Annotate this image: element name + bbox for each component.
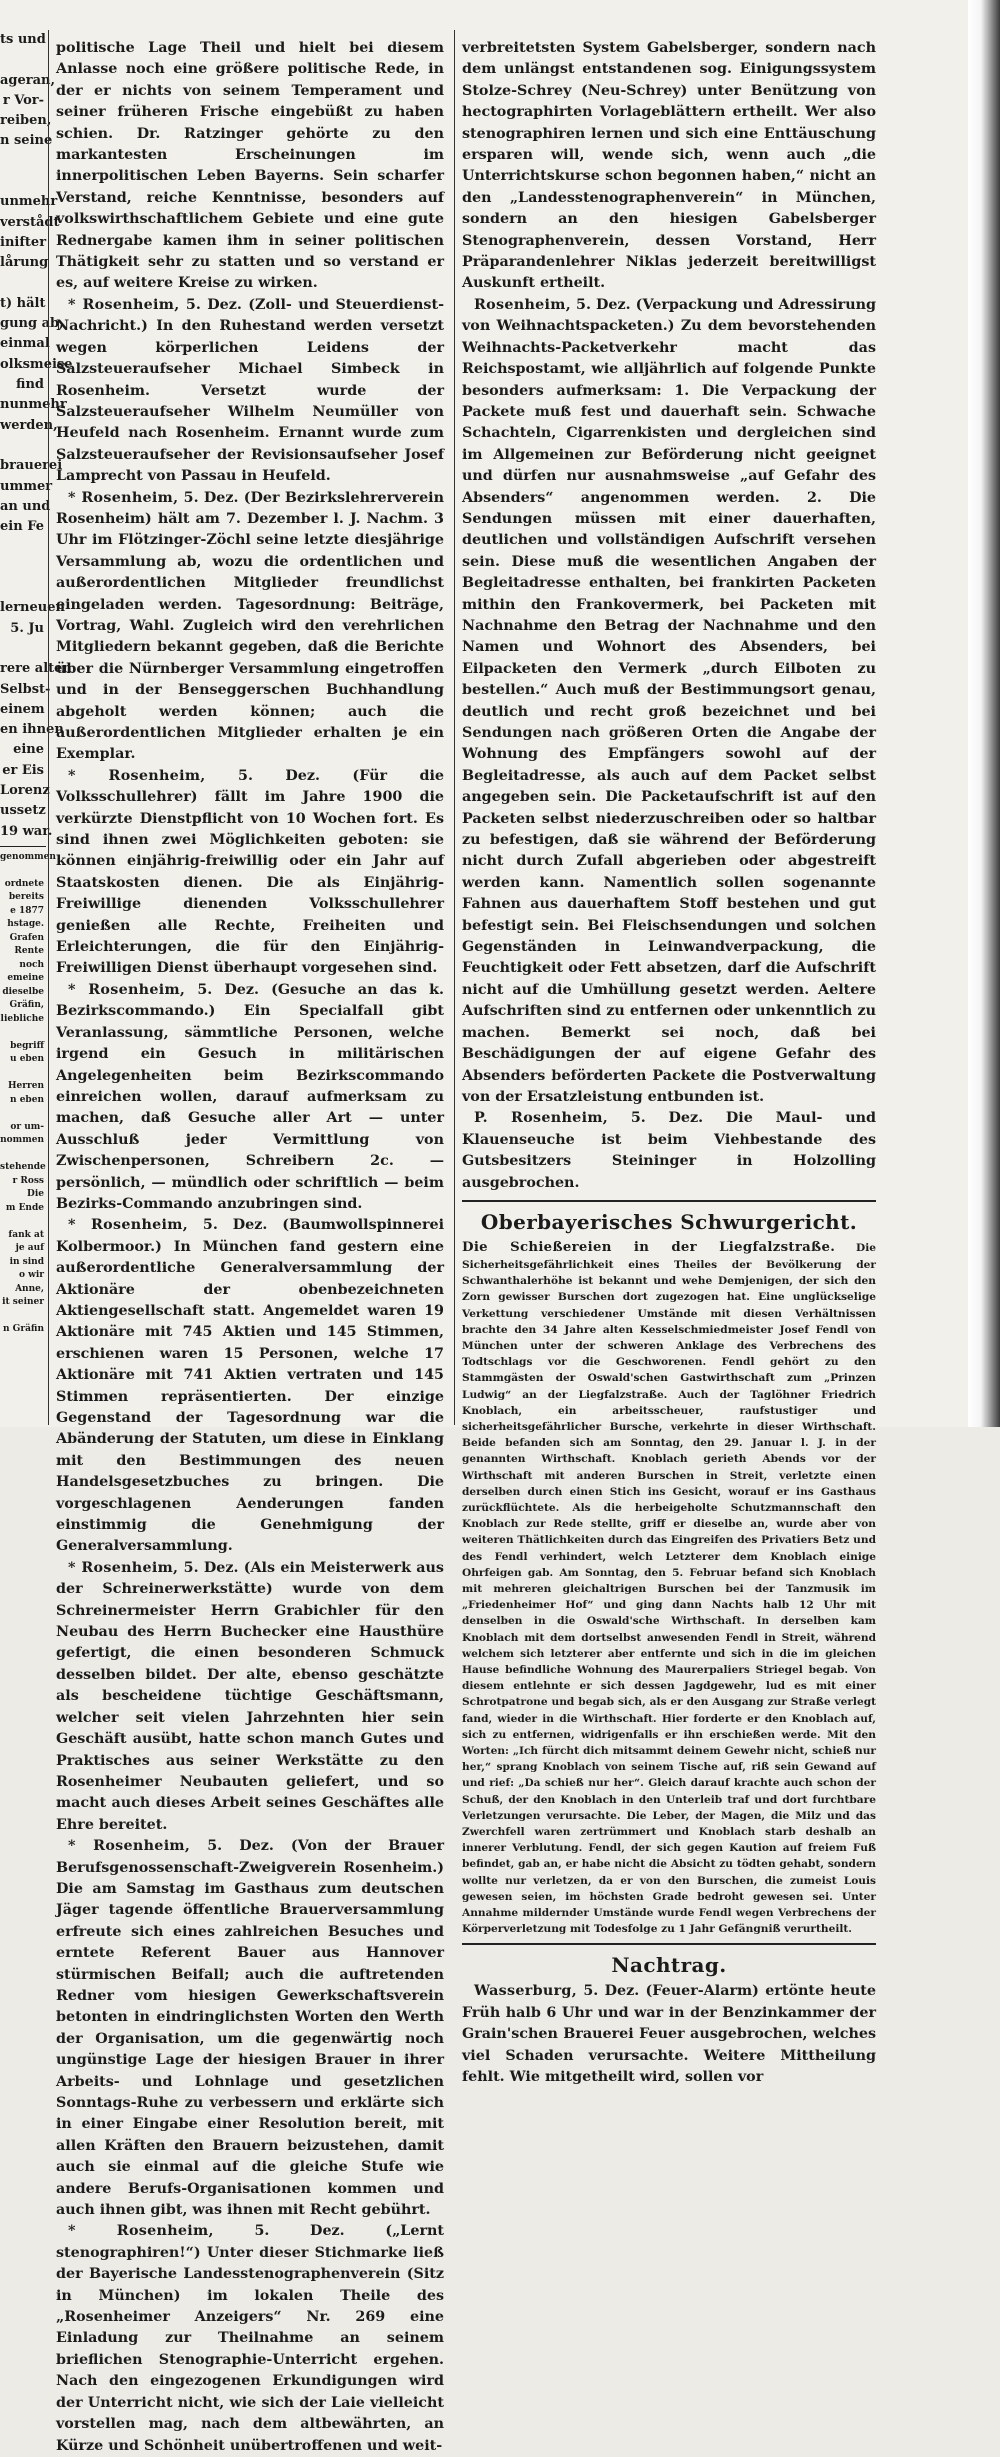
intro-text: politische Lage Theil und hielt bei diesem Anlasse noch eine größere politische Rede, in der er nichts von seinem Temperament und seiner früheren Frische eingebüßt zu haben schien. Dr. Ratzinger gehörte zu den markantesten Erscheinungen im innerpolitischen Leben Bayerns. Sein scharfer Verstand, reiche Kenntnisse, besonders auf volkswirthschaftlichem Gebiete und eine gute Rednergabe kamen ihm in seiner politischen Thätigkeit sehr zu statten und so verstand er es, auf weitere Kreise zu wirken. xyxy=(56,40,444,292)
left-fragment-small xyxy=(0,1107,46,1121)
left-fragment xyxy=(0,558,46,578)
left-fragment: Lorenz xyxy=(0,782,50,798)
left-fragment: verstådt xyxy=(0,214,60,230)
left-fragment: lårung xyxy=(0,255,49,271)
left-fragment-small: Rente xyxy=(14,946,44,957)
left-fragment-small: emeine xyxy=(7,973,44,984)
article-dateline: * Rosenheim, xyxy=(68,767,206,784)
left-fragment-small: genommen xyxy=(0,851,56,862)
article-topic: 5. Dez. (Baumwollspinnerei Kolbermoor.) xyxy=(56,1217,445,1255)
article-body: Unter dieser Stichmarke ließ der Bayerische Landesstenographenverein (Sitz in München) im lokalen Theile des „Rosenheimer Anzeigers“ Nr. 269 eine Einladung zur Theilnahme an seinem brieflichen Stenographie-Unterricht ergehen. Nach den eingezogenen Erkundigungen wird der Unterricht nicht, wie sich der Laie vielleicht vorstellen mag, nach dem altbewährten, an Kürze und Schönheit unübertroffenen und weit- xyxy=(56,2244,445,2454)
section-title: Oberbayerisches Schwurgericht. xyxy=(480,1209,858,1234)
left-fragment: werden, xyxy=(0,417,58,433)
page-edge-shadow xyxy=(968,0,1000,1427)
left-fragment: ein Fe xyxy=(0,519,44,535)
left-fragment-small: Gräfin, xyxy=(9,1000,44,1011)
left-fragment xyxy=(0,537,46,557)
court-report-subtitle: Die Schießereien in der Liegfalzstraße. xyxy=(462,1239,836,1255)
article-dateline: P. Rosenheim, xyxy=(474,1110,609,1127)
left-fragment-small: je auf xyxy=(15,1243,44,1254)
article-dateline: * Rosenheim, xyxy=(68,1559,179,1576)
article-dateline: * Rosenheim, xyxy=(68,981,186,998)
left-fragment-small: in sind xyxy=(9,1256,44,1267)
column-rule-right xyxy=(454,30,455,1425)
article-dateline: * Rosenheim, xyxy=(68,1838,191,1855)
article-dateline: * Rosenheim, xyxy=(68,296,180,313)
left-fragment xyxy=(0,274,46,294)
article-topic: 5. Dez. (Verpackung und Adressirung von Weihnachtspacketen.) xyxy=(462,296,876,335)
left-fragment-small: bereits xyxy=(8,892,44,903)
news-article xyxy=(56,295,444,488)
left-fragment-small xyxy=(0,1067,46,1081)
article-topic: 5. Dez. (Als ein Meisterwerk aus der Schreinerwerkstätte) xyxy=(56,1559,444,1598)
left-fragment xyxy=(0,152,46,172)
left-fragment-small: it seiner xyxy=(2,1297,44,1308)
left-fragment: find xyxy=(16,377,44,393)
left-fragment-small: n Gräfin xyxy=(2,1324,44,1335)
nachtrag-title: Nachtrag. xyxy=(611,1953,727,1978)
left-fragment xyxy=(0,639,46,659)
left-fragment: r Vor- xyxy=(2,92,44,108)
article-body: fällt im Jahre 1900 die verkürzte Dienstpflicht von 10 Wochen fort. Es sind ihnen zwei Möglichkeiten geboten: sie können einjährig-freiwillig oder ein Jahr auf Staatskosten dienen. Die als Einjährig-Freiwillige dienenden Volksschullehrer genießen alle Rechte, Freiheiten und Erleichterungen, die für den Einjährig-Freiwilligen Dienst überhaupt vorgesehen sind. xyxy=(56,789,444,977)
left-fragment-small: e 1877 xyxy=(10,905,44,916)
left-fragment: eine xyxy=(13,742,44,758)
left-fragment-small: u eben xyxy=(10,1054,44,1065)
left-fragment-small: Grafen xyxy=(9,932,44,943)
left-fragment: an und xyxy=(0,498,51,514)
left-fragment: n seine xyxy=(0,133,53,149)
left-divider xyxy=(0,846,46,847)
left-fragment-small: Herren xyxy=(8,1081,44,1092)
left-fragment-small: Die xyxy=(27,1189,44,1200)
left-fragment xyxy=(0,578,46,598)
article-body: In den Ruhestand werden versetzt wegen körperlichen Leidens der Salzsteueraufseher Michael Simbeck in Rosenheim. Versetzt wurde der Salzsteueraufseher Wilhelm Neumüller von Heufeld nach Rosenheim. Ernannt wurde zum Salzsteueraufseher der Revisionsaufseher Josef Lamprecht von Passau in Heufeld. xyxy=(56,318,444,485)
article-dateline: * Rosenheim, xyxy=(68,2223,214,2240)
article-topic: 5. Dez. (Für die Volksschullehrer) xyxy=(56,767,445,806)
left-fragment: nunmehr xyxy=(0,397,67,413)
left-fragment-small: or um- xyxy=(10,1121,44,1132)
left-fragment-small: r Ross xyxy=(12,1175,44,1186)
left-fragment: ageran, xyxy=(0,72,56,88)
left-cut-column xyxy=(0,30,73,1410)
news-article xyxy=(56,1215,444,1558)
news-article xyxy=(462,1108,876,1194)
left-fragment-small: hstage. xyxy=(7,919,44,930)
left-fragment: 5. Ju xyxy=(10,620,44,636)
news-article xyxy=(56,1558,444,1836)
news-article xyxy=(56,1836,444,2221)
left-fragment-small: n eben xyxy=(10,1094,44,1105)
left-fragment-small: fank at xyxy=(8,1229,44,1240)
left-fragment: einem xyxy=(0,701,45,717)
left-fragment: unmehr xyxy=(0,194,58,210)
news-article xyxy=(56,766,444,980)
left-fragment-small: o wir xyxy=(18,1270,44,1281)
news-article xyxy=(56,488,444,766)
left-fragment-small: stehende xyxy=(0,1162,46,1173)
article-topic: 5. Dez. („Lernt stenographiren!“) xyxy=(56,2223,444,2261)
article-body: Die am Samstag im Gasthaus zum deutschen Jäger tagende öffentliche Brauerversammlung erfreute sich eines zahlreichen Besuches und erntete Referent Bauer aus Hannover stürmischen Beifall; auch die auftretenden Redner vom hiesigen Gewerkschaftsverein betonten in eindringlichsten Worten den Werth der Organisation, um die gegenwärtig noch ungünstige Lage der hiesigen Brauer in ihrer Arbeits- und Lohnlage und gesetzlichen Sonntags-Ruhe zu verbessern und erklärte sich in einer Eingabe einer Resolution bereit, mit allen Kräften den Brauern beizustehen, damit auch sie einmal auf die gleiche Stufe wie andere Berufs-Organisationen kommen und auch ihnen gibt, was ihnen mit Recht gebührt. xyxy=(56,1880,444,2219)
article-body: Ein Specialfall gibt Veranlassung, sämmtliche Personen, welche irgend ein Gesuch in militärischen Angelegenheiten beim Bezirkscommando einreichen wollen, darauf aufmerksam zu machen, daß Gesuche aller Art — unter Ausschluß jeder Vermittlung von Zwischenpersonen, Schreibern 2c. — persönlich, — mündlich oder schriftlich — beim Bezirks-Commando anzubringen sind. xyxy=(56,1003,444,1212)
section-divider xyxy=(462,1200,876,1202)
left-fragment-small: Anne, xyxy=(15,1283,44,1294)
left-fragment: er Eis xyxy=(2,762,44,778)
court-report-body: Die Sicherheitsgefährlichkeit eines Theiles der Bevölkerung der Schwanthalerhöhe ist bekannt und wehe Demjenigen, der sich den Zorn gewisser Burschen dort zugezogen hat. Eine unglückselige Verkettung verschiedener Umstände mit diesen Verhältnissen brachte den 34 Jahre alten Kesselschmiedmeister Josef Fendl von München unter der schweren Anklage des Verbrechens des Todtschlags vor die Geschworenen. Fendl gehört zu den Stammgästen der Oswald'schen Gastwirthschaft zum „Prinzen Ludwig“ an der Liegfalzstraße. Auch der Taglöhner Friedrich Knoblach, ein arbeitsscheuer, raufstustiger und sicherheitsgefährlicher Bursche, verkehrte in dieser Wirthschaft. Beide befanden sich am Sonntag, den 29. Januar l. J. in der genannten Wirthschaft. Knoblach gerieth Abends vor der Wirthschaft mit anderen Burschen in Streit, verletzte einen derselben durch einen Stich ins Gesicht, worauf er ins Gasthaus zurückflüchtete. Als die herbeigeholte Schutzmannschaft den Knoblach zur Rede stellte, griff er dieselbe an, wurde aber von weiteren Thätlichkeiten durch das Eingreifen des Privatiers Betz und des Fendl verhindert, welch Letzterer dem Knoblach einige Ohrfeigen gab. Am Sonntag, den 5. Februar befand sich Knoblach mit mehreren gleichaltrigen Burschen bei der Tanzmusik im „Friedenheimer Hof“ und ging dann Nachts halb 12 Uhr mit denselben in die Oswald'sche Wirthschaft. In derselben kam Knoblach mit dem dortselbst anwesenden Fendl in Streit, während welchem sich letzterer aber entfernte und sich in die im gleichen Hause befindliche Wohnung des Maurerpaliers Striegel begab. Von diesem entlehnte er sich dessen Jagdgewehr, lud es mit einer Schrotpatrone und begab sich, als er den Ausgang zur Straße verlegt fand, wieder in die Wirthschaft. Hier forderte er den Knoblach auf, sich zu entfernen, widrigenfalls er ihn erschießen werde. Mit den Worten: „Ich fürcht dich mitsammt deinem Gewehr nicht, schieß nur her,“ sprang Knoblach von seinem Tische auf, riß sein Gewand auf und rief: „Da schieß nur her“. Gleich darauf krachte auch schon der Schuß, der den Knoblach in den Unterleib traf und dort furchtbare Verletzungen verursachte. Die Leber, der Magen, die Milz und das Zwerchfell waren zertrümmert und Knoblach starb deshalb an innerer Verblutung. Fendl, der sich gegen Kaution auf freiem Fuß befindet, gab an, er habe nicht die Absicht zu tödten gehabt, sondern wollte nur verletzen, da er von den Burschen, die zumeist Louis gewesen seien, im höchsten Grade bedroht gewesen sei. Unter Annahme mildernder Umstände wurde Fendl wegen Verbrechens der Körperverletzung mit Todesfolge zu 1 Jahr Gefängniß verurtheilt. xyxy=(462,1241,876,1936)
left-fragment-small xyxy=(0,1215,46,1229)
article-body: wurde von dem Schreinermeister Herrn Grabichler für den Neubau des Herrn Buchecker eine Hausthüre gefertigt, die einen besonderen Schmuck desselben bildet. Der alte, ebenso geschätzte als bescheidene tüchtige Geschäftsmann, welcher seit vielen Jahrzehnten hier sein Geschäft ausübt, hatte schon manch Gutes und Praktisches aus seiner Werkstätte zu den Rosenheimer Neubauten geliefert, und so macht auch dieses Arbeit seines Geschäftes alle Ehre bereitet. xyxy=(56,1581,444,1833)
article-topic: 5. Dez. xyxy=(630,1110,704,1127)
news-article xyxy=(56,2221,444,2456)
continuation-text: verbreitetsten System Gabelsberger, sondern nach dem unlängst entstandenen sog. Einigungssystem Stolze-Schrey (Neu-Schrey) unter Benützung von hectographirten Vorlageblättern ertheilt. Wer also stenographiren lernen und sich eine Enttäuschung ersparen will, wende sich, wenn auch „die Unterrichtskurse schon begonnen haben,“ nicht an den „Landesstenographenverein“ in München, sondern an den hiesigen Gabelsberger Stenographenverein, dessen Vorstand, Herr Präparandenlehrer Niklas jederzeit bereitwilligst Auskunft ertheilt. xyxy=(462,40,876,292)
court-report xyxy=(462,1238,876,1938)
left-fragment: ummer xyxy=(0,478,53,494)
left-fragment: ts und xyxy=(0,32,46,47)
left-fragment xyxy=(0,172,46,192)
left-fragment-small: begriff xyxy=(10,1040,44,1051)
left-fragment-small: noch xyxy=(19,959,44,970)
column-rule-left xyxy=(48,30,49,1425)
left-fragment: t) hält xyxy=(0,295,46,311)
left-fragment xyxy=(0,50,46,70)
article-body: hält am 7. Dezember l. J. Nachm. 3 Uhr im Flötzinger-Zöchl seine letzte diesjährige Versammlung ab, wozu die ordentlichen und außerordentlichen Mitglieder freundlichst eingeladen werden. Tagesordnung: Beiträge, Vortrag, Wahl. Zugleich wird den verehrlichen Mitgliedern bekannt gegeben, daß die Berichte über die Nürnberger Versammlung eingetroffen und in der Benseggerschen Buchhandlung abgeholt werden können; auch die außerordentlichen Mitglieder erhalten je ein Exemplar. xyxy=(56,510,444,763)
left-fragment: brauerei xyxy=(0,458,63,474)
nachtrag-article xyxy=(462,1981,876,2088)
left-fragment xyxy=(0,436,46,456)
left-fragment-small xyxy=(0,1310,46,1324)
nachtrag-meta: 5. Dez. (Feuer-Alarm) xyxy=(583,1983,759,2000)
article-body: In München fand gestern eine außerordentliche Generalversammlung der Aktionäre der obenbezeichneten Aktiengesellschaft statt. Angemeldet waren 19 Aktionäre mit 745 Aktien und 145 Stimmen, erschienen waren 15 Personen, welche 17 Aktionäre mit 741 Aktien vertraten und 145 Stimmen repräsentierten. Der einzige Gegenstand der Tagesordnung war die Abänderung der Statuten, um diese in Einklang mit den Bestimmungen des neuen Handelsgesetzbuches zu bringen. Die vorgeschlagenen Aenderungen fanden einstimmig die Genehmigung der Generalversammlung. xyxy=(56,1238,444,1555)
left-fragment: ussetz xyxy=(0,803,46,819)
left-fragment-small xyxy=(0,1148,46,1162)
left-fragment: inifter xyxy=(0,234,47,250)
left-fragment: gung ab, xyxy=(0,316,64,332)
article-topic: 5. Dez. (Zoll- und Steuerdienst-Nachricht.) xyxy=(56,296,444,335)
nachtrag-divider xyxy=(462,1943,876,1945)
article-topic: 5. Dez. (Von der Brauer Berufsgenossenschaft-Zweigverein Rosenheim.) xyxy=(56,1838,445,1876)
article-body: Die Maul- und Klauenseuche ist beim Viehbestande des Gutsbesitzers Steininger in Holzolling ausgebrochen. xyxy=(462,1110,876,1191)
article-topic: 5. Dez. (Gesuche an das k. Bezirkscommando.) xyxy=(56,981,444,1020)
news-article xyxy=(462,295,876,1108)
left-fragment: lerneuen xyxy=(0,600,65,616)
article-dateline: * Rosenheim, xyxy=(68,1217,188,1234)
left-fragment: Selbst- xyxy=(0,681,51,697)
left-fragment: olksmeise xyxy=(0,356,73,372)
left-fragment-small: dieselbe xyxy=(2,986,44,997)
left-fragment-small xyxy=(0,1026,46,1040)
left-fragment-small: nommen xyxy=(0,1135,44,1146)
left-fragment-small: m Ende xyxy=(5,1202,44,1213)
left-fragment-small: liebliche xyxy=(0,1013,44,1024)
column-right xyxy=(462,38,876,2089)
left-fragment: 19 war. xyxy=(0,823,53,839)
nachtrag-lead: Wasserburg, xyxy=(474,1983,578,2000)
left-fragment: rere alten xyxy=(0,661,72,677)
left-fragment: en ihnen xyxy=(0,722,64,738)
article-dateline: * Rosenheim, xyxy=(68,489,179,506)
left-fragment: reiben, xyxy=(0,113,52,129)
article-body: Zu dem bevorstehenden Weihnachts-Packetverkehr macht das Reichspostamt, wie alljährlich auf folgende Punkte besonders aufmerksam: 1. Die Verpackung der Packete muß fest und dauerhaft sein. Schwache Schachteln, Cigarrenkisten und dergleichen sind im Allgemeinen zur Beförderung nicht geeignet und dürfen nur ausnahmsweise „auf Gefahr des Absenders“ angenommen werden. 2. Die Sendungen müssen mit einer dauerhaften, deutlichen und vollständigen Aufschrift versehen sein. Diese muß die wesentlichen Angaben der Begleitadresse enthalten, bei frankirten Packeten mithin den Frankovermerk, bei Packeten mit Nachnahme den Betrag der Nachnahme und den Namen und Wohnort des Absenders, bei Eilpacketen den Vermerk „durch Eilboten zu bestellen.“ Auch muß der Bestimmungsort genau, deutlich und recht groß bezeichnet und bei Sendungen nach größeren Orten die Angabe der Wohnung des Empfängers sowohl auf der Begleitadresse, als auch auf dem Packet selbst angegeben sein. Die Packetaufschrift ist auf den Packeten selbst niederzuschreiben oder so haltbar zu befestigen, daß sie während der Beförderung nicht durch Zufall abgerieben oder abgestreift werden kann. Namentlich sollen sogenannte Fahnen aus dauerhaftem Stoff bestehen und gut befestigt sein. Bei Fleischsendungen und solchen Gegenständen in Leinwandverpackung, die Feuchtigkeit oder Fett absetzen, darf die Aufschrift nicht auf die Umhüllung gesetzt werden. Aeltere Aufschriften sind zu entfernen oder unkenntlich zu machen. Bemerkt sei noch, daß bei Beschädigungen der auf eigene Gefahr des Absenders beförderten Packete die Postverwaltung von der Ersatzleistung entbunden ist. xyxy=(462,318,876,1105)
column-middle xyxy=(56,38,444,2457)
left-fragment-small: ordnete xyxy=(4,878,44,889)
news-article xyxy=(56,980,444,1215)
left-fragment: einmal xyxy=(0,336,50,352)
article-dateline: Rosenheim, xyxy=(474,296,571,313)
article-topic: 5. Dez. (Der Bezirkslehrerverein Rosenheim) xyxy=(56,489,444,527)
nachtrag-body: ertönte heute Früh halb 6 Uhr und war in der Benzinkammer der Grain'schen Brauerei Feuer ausgebrochen, welches viel Schaden verursachte. Weitere Mittheilung fehlt. Wie mitgetheilt wird, sollen vor xyxy=(462,1983,877,2086)
left-fragment-small xyxy=(0,864,46,878)
